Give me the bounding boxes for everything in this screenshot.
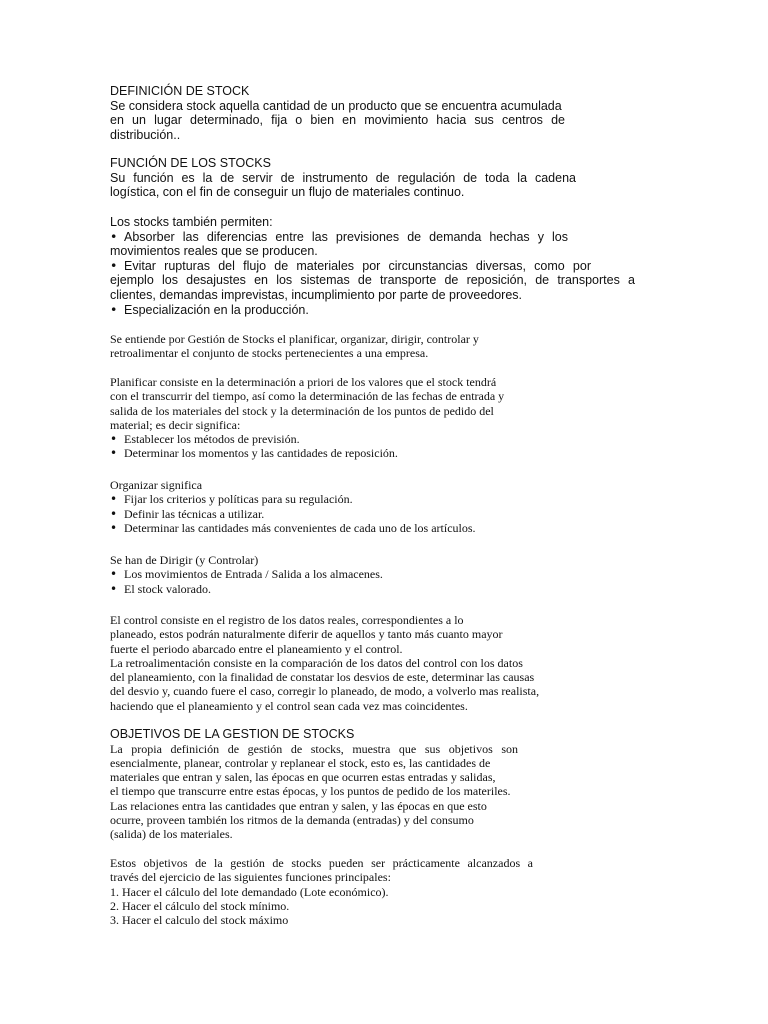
- paragraph-line: La propia definición de gestión de stocks, muestra que sus objetivos son: [110, 741, 518, 756]
- paragraph-line: material; es decir significa:: [110, 417, 241, 432]
- paragraph-line: del desvio y, cuando fuere el caso, corregir lo planeado, de modo, a volverlo mas realista,: [110, 684, 540, 699]
- direct-control-section: [110, 553, 635, 596]
- paragraph-line: esencialmente, planear, controlar y replanear el stock, esto es, las cantidades de: [110, 755, 491, 770]
- bullet-item: • Establecer los métodos de previsión.: [110, 432, 635, 446]
- bullet-item: • Fijar los criterios y políticas para su regulación.: [110, 492, 635, 506]
- paragraph-line: (salida) de los materiales.: [110, 827, 233, 842]
- paragraph-line: retroalimentar el conjunto de stocks pertenecientes a una empresa.: [110, 346, 429, 361]
- section-heading: DEFINICIÓN DE STOCK: [110, 84, 250, 98]
- numbered-item: 2. Hacer el cálculo del stock mínimo.: [110, 898, 290, 913]
- paragraph-line: ocurre, proveen también los ritmos de la demanda (entradas) y del consumo: [110, 813, 474, 828]
- management-definition-paragraph: [110, 332, 635, 361]
- paragraph-line: fuerte el periodo abarcado entre el planeamiento y el control.: [110, 641, 403, 656]
- paragraph-line: el tiempo que transcurre entre estas épocas, y los puntos de pedido de los materiles.: [110, 784, 511, 799]
- bullet-item: • Determinar las cantidades más convenientes de cada uno de los artículos.: [110, 521, 635, 535]
- bullet-item: • Definir las técnicas a utilizar.: [110, 507, 635, 521]
- paragraph-line: planeado, estos podrán naturalmente diferir de aquellos y tanto más cuanto mayor: [110, 627, 503, 642]
- bullet-text: • Evitar rupturas del flujo de materiales por circunstancias diversas, como por: [124, 258, 591, 273]
- paragraph-line: Las relaciones entra las cantidades que entran y salen, y las épocas en que esto: [110, 798, 487, 813]
- bullet-item: [110, 230, 568, 245]
- paragraph-line: distribución..: [110, 127, 181, 142]
- functions-section: [110, 856, 635, 927]
- paragraph-line: Estos objetivos de la gestión de stocks pueden ser prácticamente alcanzados a: [110, 856, 533, 870]
- stock-function-section: [110, 156, 635, 200]
- paragraph-line: través del ejercicio de las siguientes funciones principales:: [110, 870, 391, 885]
- paragraph-line: Se han de Dirigir (y Controlar): [110, 553, 259, 567]
- numbered-item: 3. Hacer el calculo del stock máximo: [110, 913, 289, 928]
- paragraph-line: salida de los materiales del stock y la determinación de los puntos de pedido del: [110, 403, 494, 418]
- bullet-item: • El stock valorado.: [110, 582, 635, 596]
- paragraph-line: haciendo que el planeamiento y el control sean cada vez mas coincidentes.: [110, 698, 468, 713]
- paragraph-line: Se considera stock aquella cantidad de un producto que se encuentra acumulada: [110, 98, 562, 113]
- paragraph-line: Organizar significa: [110, 478, 203, 492]
- paragraph-line: clientes, demandas imprevistas, incumplimiento por parte de proveedores.: [110, 287, 523, 302]
- paragraph-line: materiales que entran y salen, las épocas en que ocurren estas entradas y salidas,: [110, 770, 496, 785]
- stocks-permit-section: [110, 215, 635, 317]
- organize-section: [110, 478, 635, 535]
- paragraph-line: logística, con el fin de conseguir un flujo de materiales continuo.: [110, 185, 465, 200]
- paragraph-line: ejemplo los desajustes en los sistemas de transporte de reposición, de transportes a: [110, 273, 635, 288]
- paragraph-line: Los stocks también permiten:: [110, 215, 273, 229]
- bullet-item: • Determinar los momentos y las cantidades de reposición.: [110, 446, 635, 460]
- paragraph-line: movimientos reales que se producen.: [110, 244, 318, 259]
- numbered-item: 1. Hacer el cálculo del lote demandado (Lote económico).: [110, 884, 389, 899]
- control-feedback-section: [110, 613, 635, 713]
- stock-definition-section: [110, 84, 635, 142]
- paragraph-line: con el transcurrir del tiempo, así como la determinación de las fechas de entrada y: [110, 389, 505, 404]
- paragraph-line: del planeamiento, con la finalidad de constatar los desvios de este, determinar las causas: [110, 670, 535, 685]
- paragraph-line: La retroalimentación consiste en la comparación de los datos del control con los datos: [110, 655, 523, 670]
- paragraph-line: Planificar consiste en la determinación a priori de los valores que el stock tendrá: [110, 375, 497, 389]
- section-heading: OBJETIVOS DE LA GESTION DE STOCKS: [110, 727, 355, 741]
- objectives-section: [110, 727, 635, 842]
- planning-section: [110, 375, 635, 461]
- paragraph-line: Su función es la de servir de instrumento de regulación de toda la cadena: [110, 170, 576, 185]
- bullet-item: [110, 259, 591, 274]
- bullet-text: • Absorber las diferencias entre las previsiones de demanda hechas y los: [124, 229, 568, 244]
- paragraph-line: Se entiende por Gestión de Stocks el planificar, organizar, dirigir, controlar y: [110, 332, 479, 346]
- paragraph-line: en un lugar determinado, fija o bien en movimiento hacia sus centros de: [110, 113, 565, 128]
- paragraph-line: El control consiste en el registro de los datos reales, correspondientes a lo: [110, 613, 464, 627]
- bullet-item: • Especialización en la producción.: [110, 303, 635, 318]
- bullet-item: • Los movimientos de Entrada / Salida a los almacenes.: [110, 567, 635, 581]
- section-heading: FUNCIÓN DE LOS STOCKS: [110, 156, 271, 170]
